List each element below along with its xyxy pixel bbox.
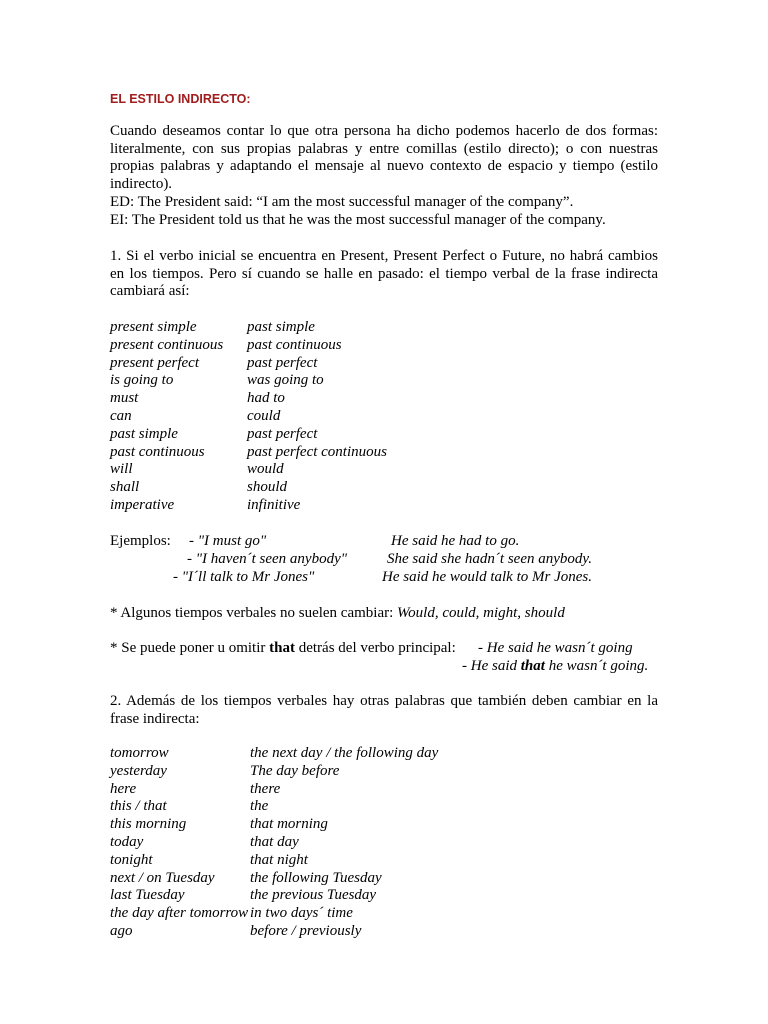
example-text: he wasn´t going.	[544, 658, 649, 674]
tense-from: past continuous	[110, 443, 205, 460]
word-from: today	[110, 833, 144, 850]
example-direct: - "I´ll talk to Mr Jones"	[173, 569, 315, 585]
intro-paragraph: Cuando deseamos contar lo que otra persona ha dicho podemos hacerlo de dos formas: literalmente, con sus propias palabras y entre comillas (estilo directo); o con nuestras propias palabras y adaptando el mensaje al nuevo contexto de espacio y tiempo (estilo indirecto).	[110, 123, 658, 192]
tense-to: had to	[247, 390, 285, 407]
tense-to: past perfect	[247, 354, 318, 371]
word-from: last Tuesday	[110, 887, 185, 904]
word-from: this morning	[110, 816, 187, 833]
word-to: the previous Tuesday	[250, 887, 377, 904]
section-2-text: 2. Además de los tiempos verbales hay otras palabras que también deben cambiar en la frase indirecta:	[110, 693, 658, 727]
word-from: next / on Tuesday	[110, 869, 215, 886]
that-example-1: - He said he wasn´t going	[478, 640, 633, 656]
direct-style-example: ED: The President said: “I am the most successful manager of the company”.	[110, 194, 574, 210]
tense-to: was going to	[247, 372, 324, 389]
note-text: * Se puede poner u omitir	[110, 640, 270, 656]
tense-to: would	[247, 461, 284, 478]
tense-to: infinitive	[247, 496, 301, 513]
tense-from: will	[110, 461, 133, 478]
tense-from: present continuous	[110, 336, 224, 353]
example-indirect: He said he would talk to Mr Jones.	[382, 569, 592, 585]
tense-from: shall	[110, 479, 140, 496]
indirect-style-example: EI: The President told us that he was the most successful manager of the company.	[110, 212, 606, 228]
word-from: tonight	[110, 851, 153, 868]
word-to: that night	[250, 851, 308, 868]
word-to: The day before	[250, 762, 340, 779]
tense-to: should	[247, 479, 288, 496]
tense-from: imperative	[110, 496, 175, 513]
tense-to: past simple	[247, 319, 315, 335]
word-to: that day	[250, 833, 299, 850]
example-bold-word: that	[520, 658, 545, 674]
word-to: the following Tuesday	[250, 869, 382, 886]
tense-to: past perfect continuous	[247, 443, 387, 460]
examples-label: Ejemplos:	[110, 533, 171, 549]
word-to: before / previously	[250, 922, 362, 939]
example-indirect: He said he had to go.	[391, 533, 520, 549]
word-from: this / that	[110, 798, 167, 815]
that-example-2	[462, 657, 648, 675]
page-title: EL ESTILO INDIRECTO:	[110, 92, 251, 106]
word-to: that morning	[250, 816, 328, 833]
note-text: * Algunos tiempos verbales no suelen cambiar:	[110, 605, 398, 621]
example-direct: - "I haven´t seen anybody"	[187, 551, 348, 567]
word-to: there	[250, 780, 281, 797]
tense-from: can	[110, 407, 132, 424]
word-to: in two days´ time	[250, 905, 353, 922]
tense-from: is going to	[110, 372, 174, 389]
note-verbs: Would, could, might, should	[397, 605, 565, 621]
note-that-optional	[110, 639, 456, 657]
tense-from: present perfect	[110, 354, 199, 371]
word-to: the next day / the following day	[250, 745, 439, 761]
note-text: detrás del verbo principal:	[294, 640, 456, 656]
word-from: yesterday	[110, 762, 167, 779]
tense-from: past simple	[110, 425, 178, 442]
example-direct: - "I must go"	[189, 533, 267, 549]
section-1-text: 1. Si el verbo inicial se encuentra en Present, Present Perfect o Future, no habrá cambios en los tiempos. Pero sí cuando se halle en pasado: el tiempo verbal de la frase indirecta cambiará así:	[110, 248, 658, 300]
tense-to: past perfect	[247, 425, 318, 442]
tense-from: must	[110, 390, 139, 407]
example-text: - He said	[462, 658, 521, 674]
word-from: tomorrow	[110, 745, 169, 761]
word-from: the day after tomorrow	[110, 905, 249, 922]
tense-to: past continuous	[247, 336, 342, 353]
tense-from: present simple	[110, 319, 197, 335]
word-from: ago	[110, 922, 133, 939]
word-to: the	[250, 798, 269, 815]
example-indirect: She said she hadn´t seen anybody.	[387, 551, 592, 567]
word-from: here	[110, 780, 137, 797]
tense-to: could	[247, 407, 281, 424]
note-unchanged-verbs	[110, 604, 565, 622]
note-bold-word: that	[269, 640, 295, 656]
